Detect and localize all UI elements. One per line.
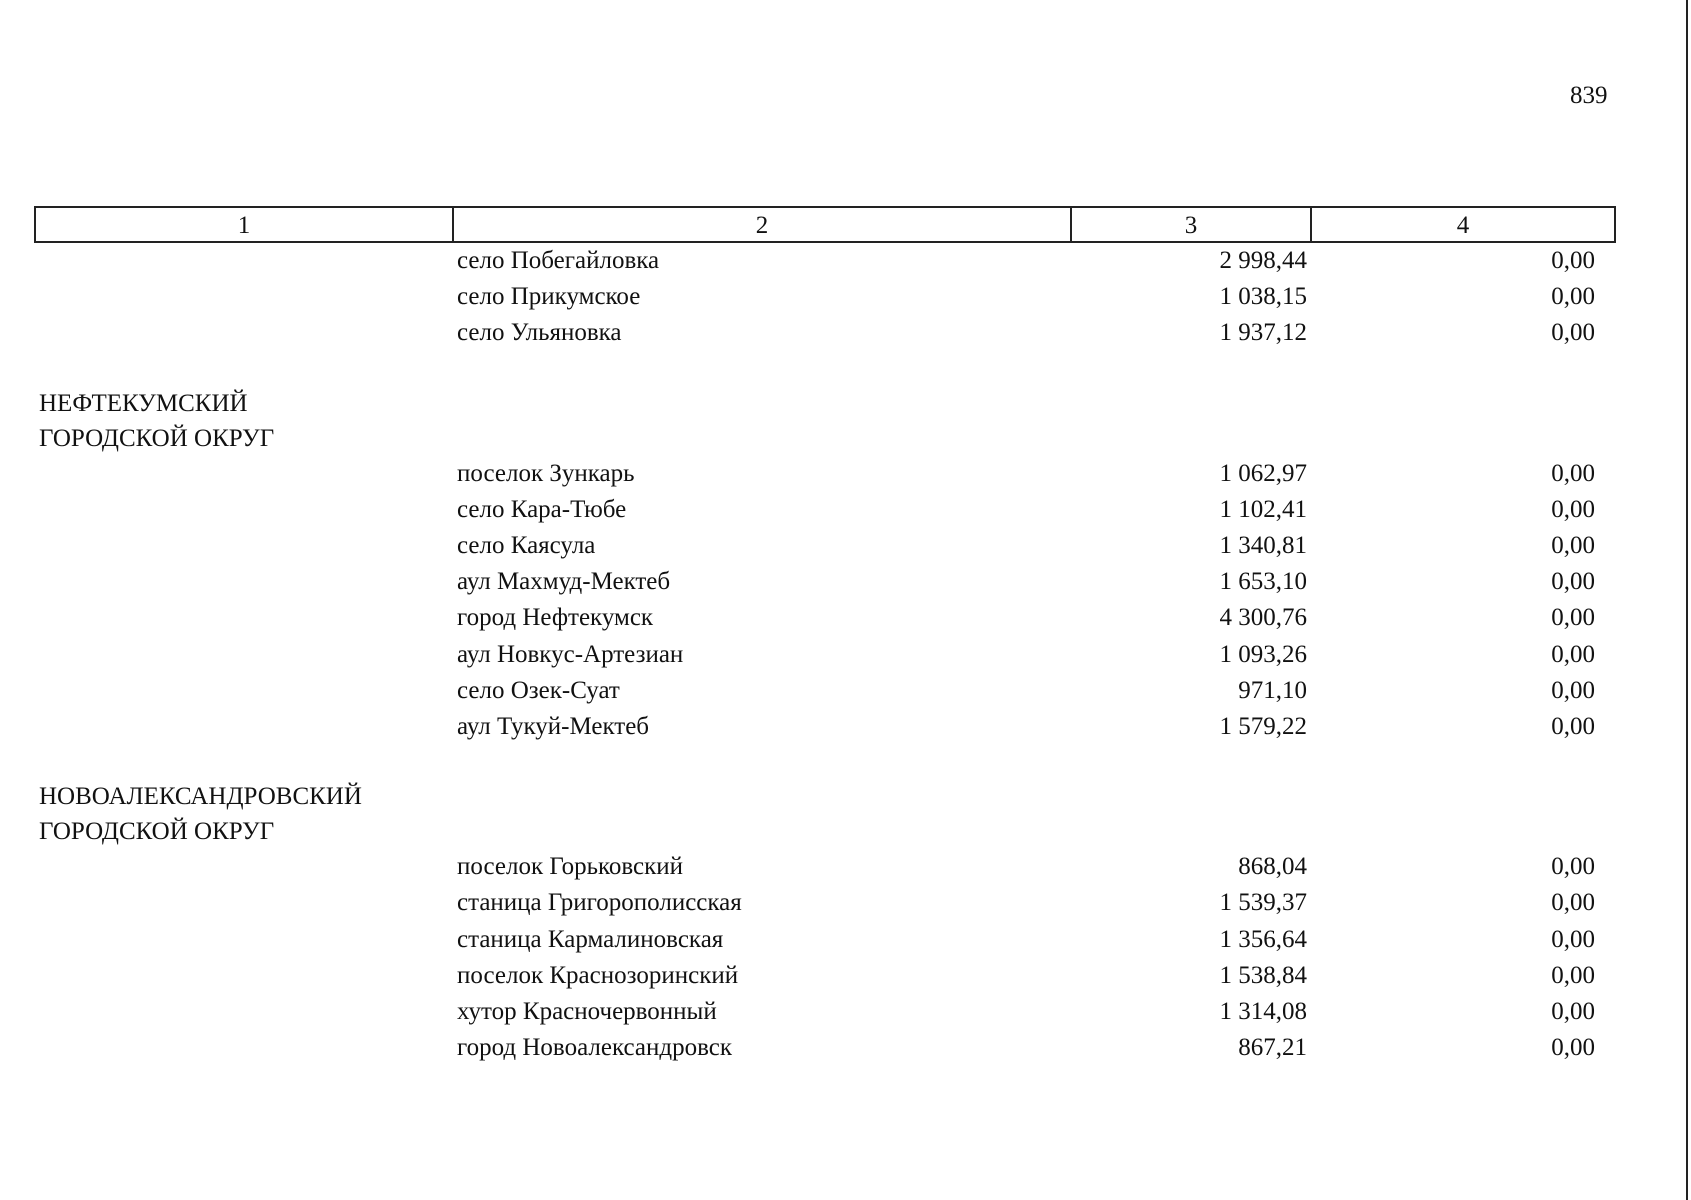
page-number: 839 [1570,82,1608,109]
value-col3: 868,04 [1238,853,1307,881]
locality-name: село Каясула [457,532,596,560]
value-col4: 0,00 [1551,247,1595,275]
table-row [35,921,1615,957]
locality-name: город Новоалександровск [457,1034,732,1062]
locality-name: село Побегайловка [457,247,660,275]
value-col4: 0,00 [1551,676,1595,704]
header-col-1: 1 [35,207,453,242]
table-row [35,456,1615,492]
table-row [35,885,1615,921]
locality-name: аул Махмуд-Мектеб [457,568,671,596]
header-row [35,207,1615,242]
value-col3: 1 062,97 [1219,459,1307,487]
value-col3: 2 998,44 [1219,247,1307,275]
locality-name: поселок Горьковский [457,853,684,881]
value-col4: 0,00 [1551,604,1595,632]
locality-name: село Озек-Суат [457,676,620,704]
table-row [35,673,1615,709]
cell-col1 [35,600,453,636]
cell-col1 [35,673,453,709]
cell-col1 [35,456,453,492]
value-col4: 0,00 [1551,961,1595,989]
table-row [35,958,1615,994]
value-col4: 0,00 [1551,889,1595,917]
value-col3: 1 102,41 [1219,495,1307,523]
table-row [35,709,1615,745]
value-col3: 4 300,76 [1219,604,1307,632]
cell-col1 [35,885,453,921]
district-name-line1: НОВОАЛЕКСАНДРОВСКИЙ [39,783,362,811]
table-row [35,528,1615,564]
value-col4: 0,00 [1551,712,1595,740]
district-row [35,745,1615,849]
district-name [35,352,1615,456]
district-name-line1: НЕФТЕКУМСКИЙ [39,389,248,417]
cell-col1 [35,528,453,564]
table-row [35,315,1615,351]
value-col3: 1 937,12 [1219,319,1307,347]
cell-col1 [35,637,453,673]
value-col3: 1 314,08 [1219,997,1307,1025]
value-col3: 1 653,10 [1219,568,1307,596]
district-name-line2: ГОРОДСКОЙ ОКРУГ [39,424,275,452]
table-row [35,279,1615,315]
value-col4: 0,00 [1551,495,1595,523]
cell-col1 [35,315,453,351]
locality-name: село Кара-Тюбе [457,495,627,523]
value-col4: 0,00 [1551,283,1595,311]
cell-col1 [35,921,453,957]
locality-name: аул Тукуй-Мектеб [457,712,650,740]
value-col4: 0,00 [1551,319,1595,347]
value-col3: 971,10 [1238,676,1307,704]
table-row [35,564,1615,600]
cell-col1 [35,242,453,279]
cell-col1 [35,849,453,885]
value-col4: 0,00 [1551,532,1595,560]
cell-col1 [35,492,453,528]
cell-col1 [35,1030,453,1066]
value-col3: 1 539,37 [1219,889,1307,917]
cell-col1 [35,709,453,745]
value-col4: 0,00 [1551,640,1595,668]
locality-name: город Нефтекумск [457,604,654,632]
value-col3: 1 038,15 [1219,283,1307,311]
table-row [35,492,1615,528]
district-row [35,352,1615,456]
table-row [35,849,1615,885]
district-name [35,745,1615,849]
value-col4: 0,00 [1551,459,1595,487]
value-col4: 0,00 [1551,1034,1595,1062]
header-col-2: 2 [453,207,1071,242]
cell-col1 [35,564,453,600]
locality-name: поселок Краснозоринский [457,961,739,989]
value-col4: 0,00 [1551,997,1595,1025]
header-col-4: 4 [1311,207,1615,242]
value-col3: 867,21 [1238,1034,1307,1062]
value-col3: 1 093,26 [1219,640,1307,668]
locality-name: станица Кармалиновская [457,925,724,953]
table-row [35,994,1615,1030]
value-col4: 0,00 [1551,568,1595,596]
table-row [35,600,1615,636]
locality-name: поселок Зункарь [457,459,635,487]
cell-col1 [35,958,453,994]
table-row [35,637,1615,673]
cell-col1 [35,279,453,315]
value-col4: 0,00 [1551,925,1595,953]
value-col3: 1 579,22 [1219,712,1307,740]
page-edge-line [1686,0,1688,1200]
cell-col1 [35,994,453,1030]
locality-name: село Ульяновка [457,319,622,347]
value-col4: 0,00 [1551,853,1595,881]
table-row [35,1030,1615,1066]
value-col3: 1 356,64 [1219,925,1307,953]
value-col3: 1 340,81 [1219,532,1307,560]
header-col-3: 3 [1071,207,1311,242]
data-table [34,206,1616,1066]
value-col3: 1 538,84 [1219,961,1307,989]
locality-name: станица Григорополисская [457,889,742,917]
table-row [35,242,1615,279]
district-name-line2: ГОРОДСКОЙ ОКРУГ [39,818,275,846]
locality-name: хутор Красночервонный [457,997,717,1025]
locality-name: аул Новкус-Артезиан [457,640,684,668]
locality-name: село Прикумское [457,283,641,311]
